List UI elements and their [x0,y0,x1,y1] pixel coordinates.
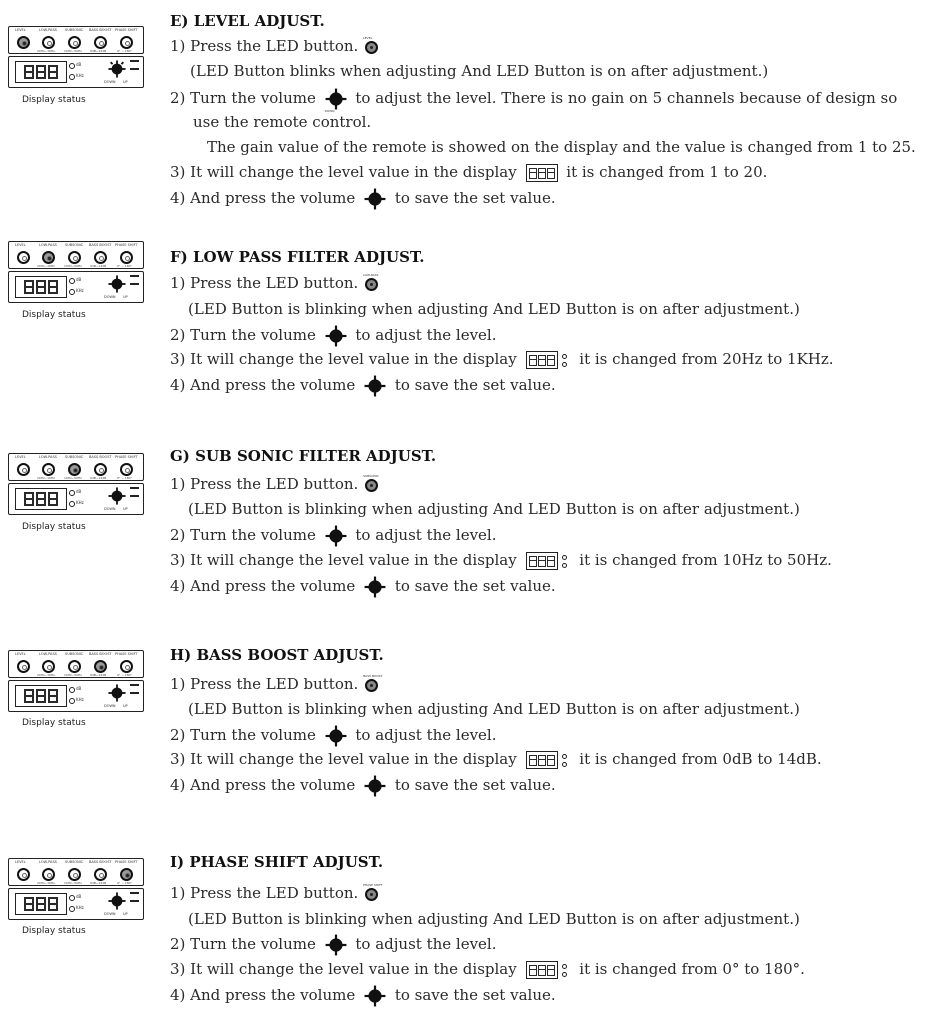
lowpass-led-button[interactable] [42,36,55,49]
step-text: 4) And press the volume [170,986,356,1004]
button-label: SUBSONIC [65,455,84,459]
button-range: 20Hz~1KHz [37,673,55,677]
volume-knob-icon [325,325,347,347]
button-range: 0° ~ 180° [117,881,133,885]
phaseshift-led-button[interactable] [120,36,133,49]
step-4 [170,188,556,210]
lowpass-led-button[interactable] [42,660,55,673]
button-range: 20Hz~1KHz [37,49,55,53]
phaseshift-led-button[interactable] [120,463,133,476]
section-heading: G) SUB SONIC FILTER ADJUST. [170,447,437,465]
button-label: SUBSONIC [65,28,84,32]
display-row [8,888,144,920]
step-text: 3) It will change the level value in the display [170,350,517,368]
button-label: LOW-PASS [39,28,57,32]
segment-display [15,893,67,915]
lowpass-led-button[interactable] [42,463,55,476]
step-2-continued: use the remote control. [193,113,372,131]
step-text: 3) It will change the level value in the display [170,163,517,181]
step-1-note: (LED Button blinks when adjusting And LED Button is on after adjustment.) [190,62,769,80]
step-1 [170,673,383,693]
db-indicator [69,490,75,496]
button-label: LEVEL [15,652,26,656]
button-label: LOW-PASS [39,455,57,459]
khz-indicator-label: KHz [76,73,84,78]
section-heading: I) PHASE SHIFT ADJUST. [170,853,384,871]
button-label: PHASE SHIFT [115,455,138,459]
button-row [8,858,144,886]
level-led-button[interactable] [17,660,30,673]
phaseshift-led-button[interactable] [120,868,133,881]
volume-down-label: DOWN [104,80,116,84]
segment-display [15,488,67,510]
segment-display [15,276,67,298]
lowpass-led-button[interactable] [42,251,55,264]
subsonic-led-button[interactable] [68,36,81,49]
button-range: 0° ~ 180° [117,476,133,480]
segment-display [15,685,67,707]
volume-up-label: UP [123,80,128,84]
volume-knob-icon [364,375,386,397]
button-range: 0dB~14dB [90,264,107,268]
step-text: 4) And press the volume [170,189,356,207]
volume-down-label: DOWN [104,295,116,299]
button-label: PHASE SHIFT [115,28,138,32]
button-row [8,650,144,678]
step-text: to adjust the level. [355,726,497,744]
db-indicator-label: dB [76,489,82,494]
step-text: 4) And press the volume [170,776,356,794]
step-text: to adjust the level. [355,326,497,344]
subsonic-led-button[interactable] [68,660,81,673]
step-4 [170,576,556,598]
button-label: BASS BOOST [89,28,112,32]
segment-display-icon [526,164,558,182]
indicator-icon [562,553,571,569]
button-label: SUBSONIC [65,860,84,864]
step-text: it is changed from 1 to 20. [566,163,768,181]
indicator-icon [562,752,571,768]
volume-up-label: UP [123,507,128,511]
level-led-button[interactable] [17,251,30,264]
bassboost-led-button[interactable] [94,660,107,673]
bassboost-led-button[interactable] [94,36,107,49]
button-row [8,453,144,481]
volume-down-label: DOWN [104,507,116,511]
led-button-caption: PHASE SHIFT [363,882,383,887]
display-status-caption: Display status [22,95,86,105]
button-label: LOW-PASS [39,243,57,247]
button-label: LEVEL [15,860,26,864]
led-button-caption: SUBSONIC [363,473,379,478]
volume-up-label: UP [123,295,128,299]
step-text: 1) Press the LED button. [170,37,359,55]
step-text: to save the set value. [394,986,556,1004]
subsonic-led-button[interactable] [68,868,81,881]
select-icon [130,60,139,70]
button-range: 0° ~ 180° [117,673,133,677]
volume-knob-icon [325,525,347,547]
segment-display-icon [526,351,558,369]
step-text: it is changed from 0dB to 14dB. [579,750,822,768]
volume-down-label: DOWN [104,704,116,708]
button-range: 20Hz~1KHz [37,264,55,268]
button-range: 20Hz~1KHz [37,881,55,885]
step-4 [170,375,556,397]
step-2 [170,88,898,113]
led-button-icon [363,673,383,692]
volume-up-label: UP [123,704,128,708]
select-icon [130,892,139,902]
button-label: LEVEL [15,28,26,32]
khz-indicator-label: KHz [76,905,84,910]
level-led-button[interactable] [17,463,30,476]
db-indicator-label: dB [76,894,82,899]
bassboost-led-button[interactable] [94,251,107,264]
step-3 [170,750,822,769]
step-text: to save the set value. [394,577,556,595]
button-label: LEVEL [15,455,26,459]
step-3 [170,960,805,979]
select-icon [130,275,139,285]
led-button-icon [363,272,379,291]
button-label: SUBSONIC [65,243,84,247]
button-range: 10Hz~50Hz [64,673,82,677]
step-1-note: (LED Button is blinking when adjusting And LED Button is on after adjustment.) [188,910,800,928]
button-label: PHASE SHIFT [115,652,138,656]
step-1-note: (LED Button is blinking when adjusting And LED Button is on after adjustment.) [188,300,800,318]
section-heading: E) LEVEL ADJUST. [170,12,325,30]
segment-display [15,61,67,83]
step-text: it is changed from 10Hz to 50Hz. [579,551,832,569]
step-1 [170,274,380,292]
button-range: 10Hz~50Hz [64,881,82,885]
select-icon [130,487,139,497]
step-1 [170,882,383,902]
button-label: LOW-PASS [39,860,57,864]
db-indicator [69,63,75,69]
volume-knob-icon [364,576,386,598]
step-text: it is changed from 20Hz to 1KHz. [579,350,834,368]
button-label: PHASE SHIFT [115,243,138,247]
amplifier-panel [8,26,144,88]
step-text: 3) It will change the level value in the display [170,551,517,569]
khz-indicator-label: KHz [76,697,84,702]
subsonic-led-button[interactable] [68,251,81,264]
button-label: SUBSONIC [65,652,84,656]
display-status-caption: Display status [22,926,86,936]
step-text: to save the set value. [394,776,556,794]
step-text: to save the set value. [394,376,556,394]
display-row [8,56,144,88]
level-led-button[interactable] [17,36,30,49]
step-text: 2) Turn the volume [170,726,316,744]
button-range: 0dB~14dB [90,673,107,677]
db-indicator-label: dB [76,62,82,67]
step-2-extra: The gain value of the remote is showed on the display and the value is changed from 1 to 25. [207,138,916,156]
button-label: BASS BOOST [89,860,112,864]
step-text: to save the set value. [394,189,556,207]
step-text: 2) Turn the volume [170,326,316,344]
button-range: 0dB~14dB [90,881,107,885]
step-1-note: (LED Button is blinking when adjusting And LED Button is on after adjustment.) [188,500,800,518]
volume-knob-icon [364,775,386,797]
step-text: to adjust the level. There is no gain on 5 channels because of design so [355,89,898,107]
step-4 [170,985,556,1007]
amplifier-panel [8,650,144,712]
led-button-caption: BASS BOOST [363,673,383,678]
step-text: 2) Turn the volume [170,526,316,544]
segment-display-icon [526,552,558,570]
display-row [8,483,144,515]
button-label: BASS BOOST [89,455,112,459]
step-text: 4) And press the volume [170,376,356,394]
display-row [8,680,144,712]
step-text: 2) Turn the volume [170,89,316,107]
khz-indicator [69,289,75,295]
khz-indicator-label: KHz [76,288,84,293]
button-range: 0dB~14dB [90,476,107,480]
button-label: LOW-PASS [39,652,57,656]
led-button-icon [363,473,379,492]
volume-knob-icon[interactable] [108,684,126,702]
step-3 [170,551,832,570]
segment-digit [24,65,34,79]
step-2 [170,525,497,547]
step-text: 1) Press the LED button. [170,675,359,693]
volume-knob-icon[interactable] [108,275,126,293]
step-2 [170,725,497,747]
button-range: 20Hz~1KHz [37,476,55,480]
button-row [8,241,144,269]
amplifier-panel [8,858,144,920]
lowpass-led-button[interactable] [42,868,55,881]
segment-display-icon [526,961,558,979]
step-4 [170,775,556,797]
step-text: 1) Press the LED button. [170,475,359,493]
db-indicator-label: dB [76,277,82,282]
step-1-note: (LED Button is blinking when adjusting And LED Button is on after adjustment.) [188,700,800,718]
display-status-caption: Display status [22,310,86,320]
volume-knob-icon [364,985,386,1007]
button-range: 10Hz~50Hz [64,476,82,480]
step-text: 2) Turn the volume [170,935,316,953]
khz-indicator [69,906,75,912]
khz-indicator-label: KHz [76,500,84,505]
button-range: 0dB~14dB [90,49,107,53]
button-range: 0° ~ 180° [117,264,133,268]
led-button-icon [363,35,378,54]
step-2 [170,325,497,347]
volume-up-label: UP [123,912,128,916]
amplifier-panel [8,241,144,303]
indicator-icon [562,962,571,978]
segment-digit [48,65,58,79]
indicator-icon [562,352,571,368]
select-icon [130,684,139,694]
db-indicator [69,687,75,693]
step-text: 4) And press the volume [170,577,356,595]
section-heading: H) BASS BOOST ADJUST. [170,646,384,664]
step-text: 3) It will change the level value in the display [170,750,517,768]
amplifier-panel [8,453,144,515]
button-label: BASS BOOST [89,243,112,247]
led-button-caption: LEVEL [363,35,373,40]
volume-knob-icon[interactable] [108,487,126,505]
phaseshift-led-button[interactable] [120,251,133,264]
section-heading: F) LOW PASS FILTER ADJUST. [170,248,425,266]
led-button-caption: LOW-PASS [363,272,379,277]
volume-knob-icon [325,725,347,747]
display-status-caption: Display status [22,522,86,532]
volume-knob-icon [324,88,347,113]
step-text: to adjust the level. [355,935,497,953]
step-1 [170,475,380,493]
level-led-button[interactable] [17,868,30,881]
step-2 [170,934,497,956]
bassboost-led-button[interactable] [94,463,107,476]
button-range: 10Hz~50Hz [64,264,82,268]
db-indicator [69,895,75,901]
display-row [8,271,144,303]
step-text: 3) It will change the level value in the display [170,960,517,978]
button-row [8,26,144,54]
button-range: 0° ~ 180° [117,49,133,53]
bassboost-led-button[interactable] [94,868,107,881]
volume-caption: DOWN [324,109,335,113]
button-label: LEVEL [15,243,26,247]
step-text: to adjust the level. [355,526,497,544]
step-1 [170,37,380,55]
khz-indicator [69,74,75,80]
segment-digit [36,65,46,79]
volume-knob-icon[interactable] [108,892,126,910]
volume-knob-icon [364,188,386,210]
button-label: BASS BOOST [89,652,112,656]
button-range: 10Hz~50Hz [64,49,82,53]
volume-knob-icon[interactable] [108,60,126,78]
step-text: 1) Press the LED button. [170,274,359,292]
segment-display-icon [526,751,558,769]
volume-knob-icon [325,934,347,956]
button-label: PHASE SHIFT [115,860,138,864]
khz-indicator [69,501,75,507]
db-indicator-label: dB [76,686,82,691]
step-3 [170,350,834,369]
phaseshift-led-button[interactable] [120,660,133,673]
khz-indicator [69,698,75,704]
volume-down-label: DOWN [104,912,116,916]
step-text: it is changed from 0° to 180°. [579,960,805,978]
db-indicator [69,278,75,284]
step-text: 1) Press the LED button. [170,884,359,902]
step-3 [170,163,767,182]
led-button-icon [363,882,383,901]
display-status-caption: Display status [22,718,86,728]
subsonic-led-button[interactable] [68,463,81,476]
